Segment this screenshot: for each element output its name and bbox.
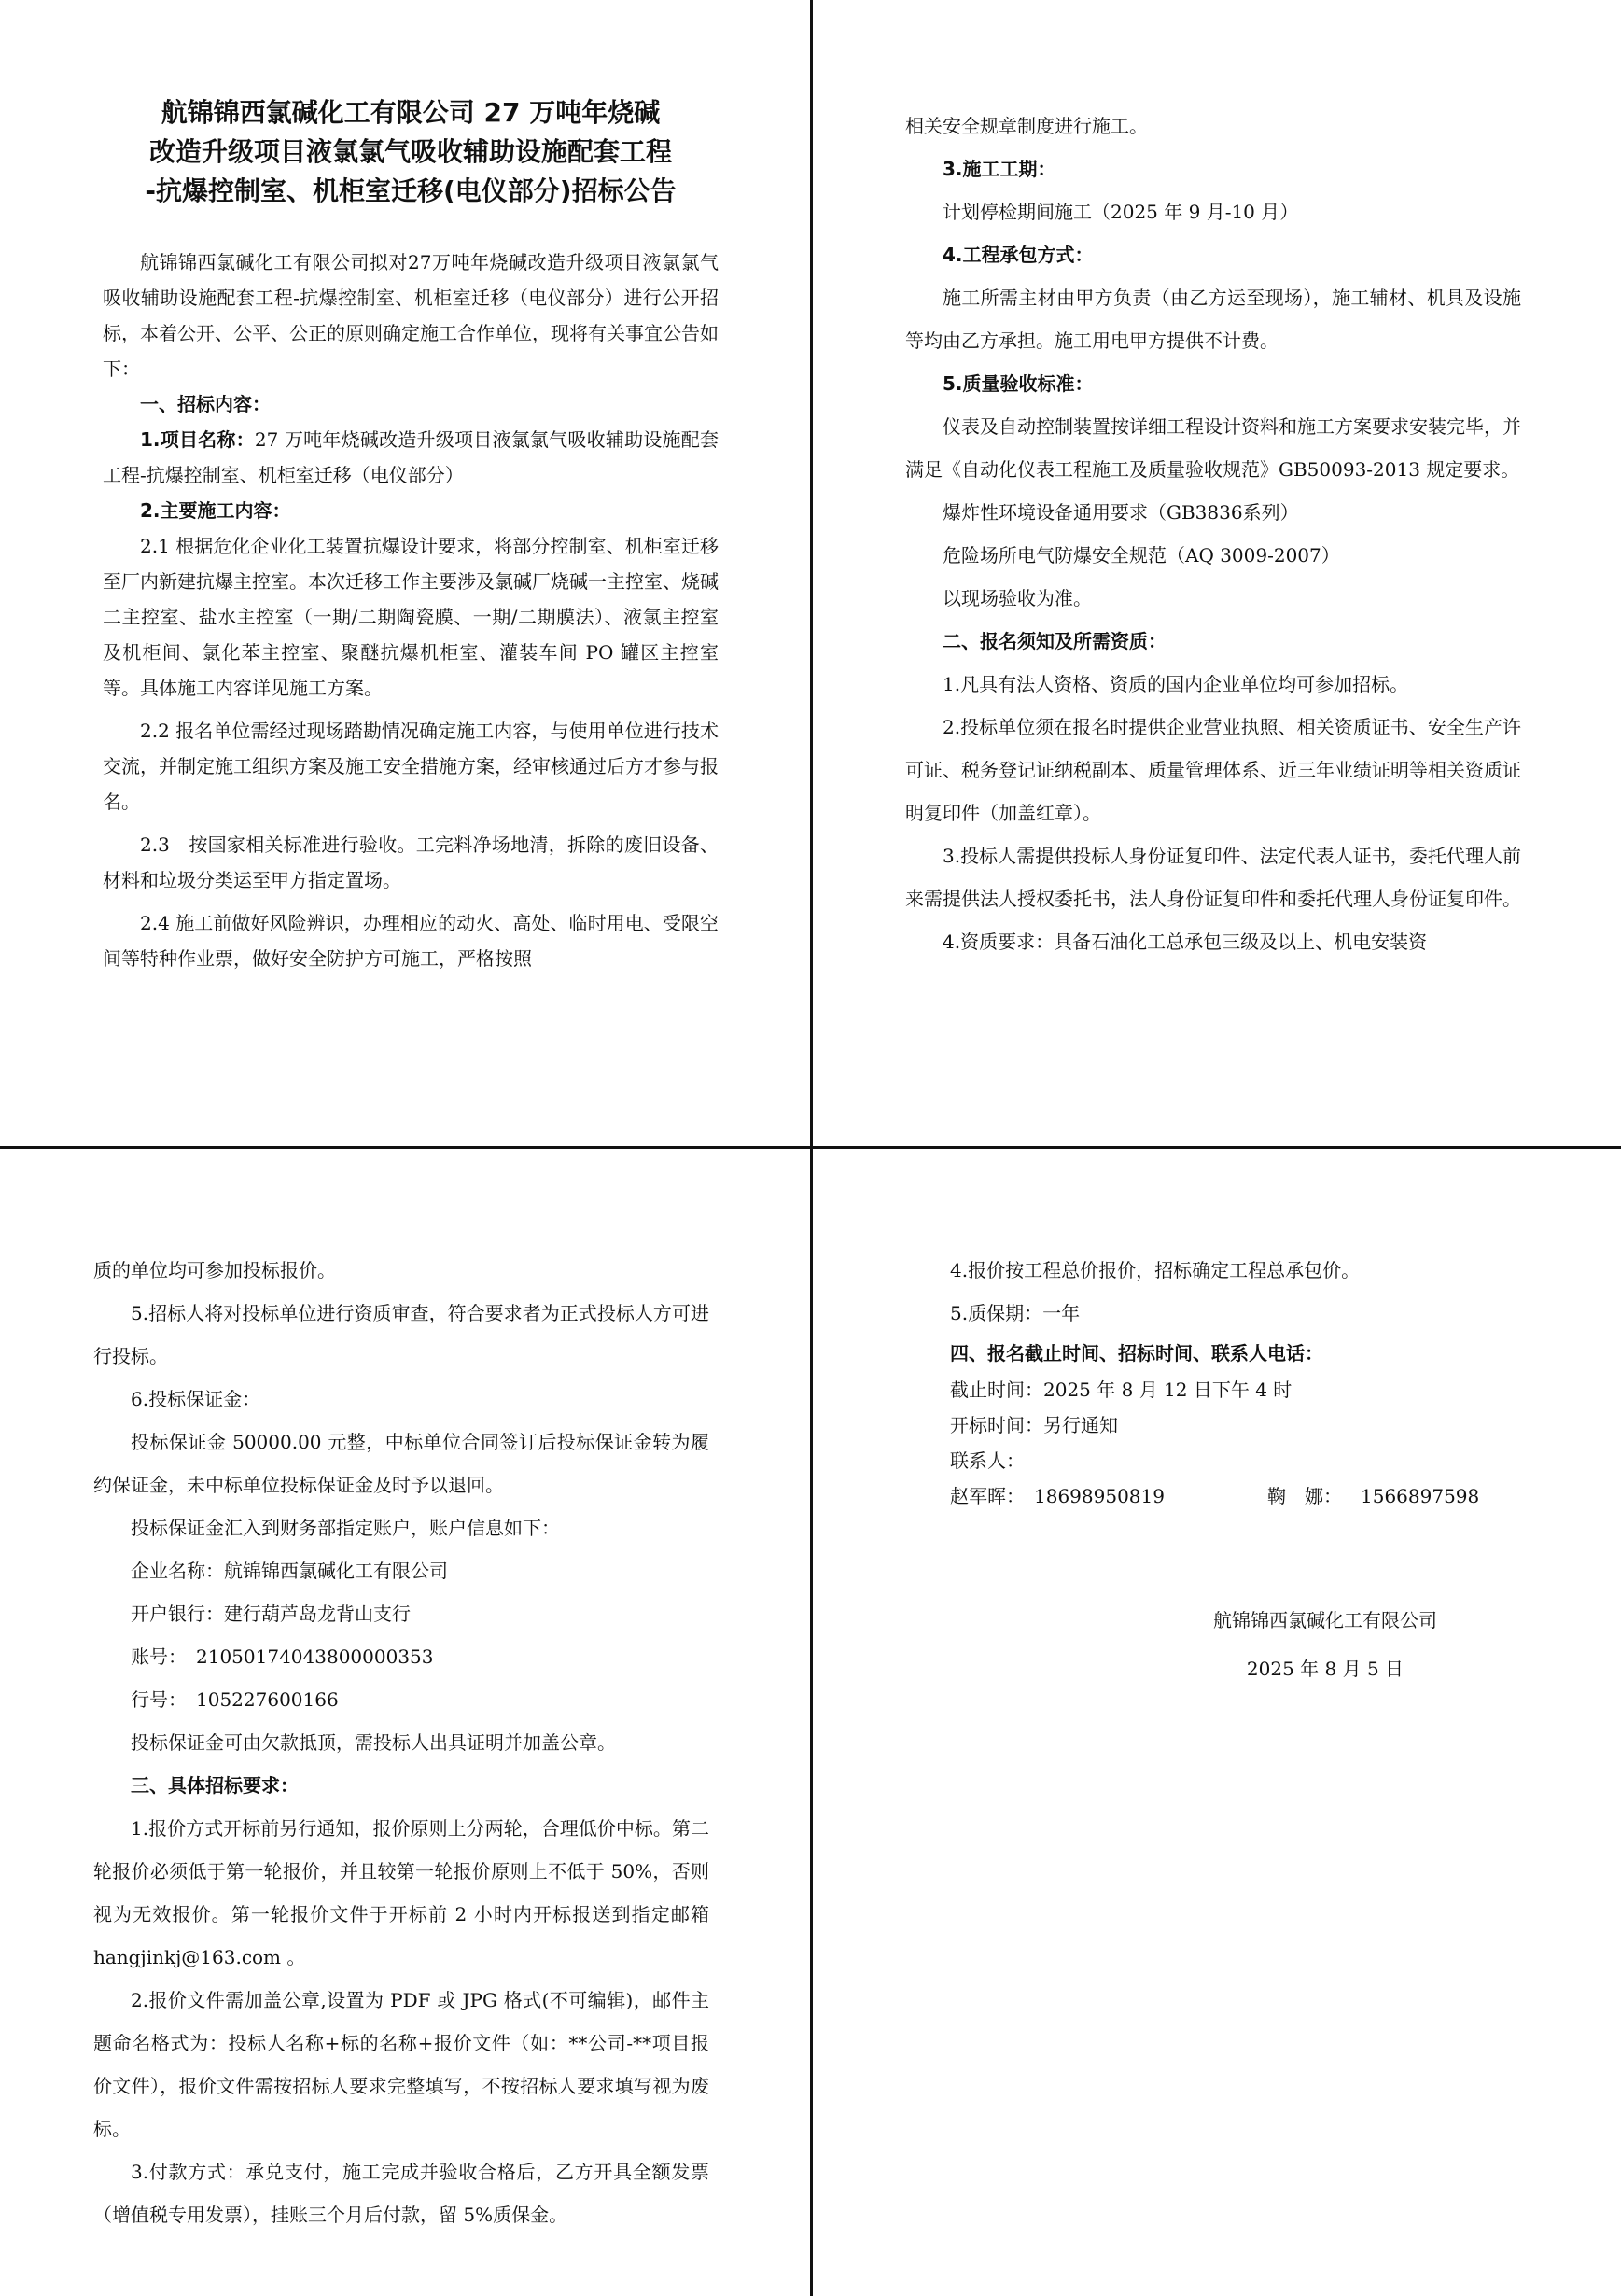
contact-1-phone: 18698950819 xyxy=(1034,1485,1165,1507)
requirement-2: 2.报价文件需加盖公章,设置为 PDF 或 JPG 格式(不可编辑)，邮件主题命名格式为：投标人名称+标的名称+报价文件（如：**公司-**项目报价文件），报价文件需按招标人要求完整填写，不按招标人要求填写视为废标。 xyxy=(93,1989,709,2140)
requirement-4: 4.报价按工程总价报价，招标确定工程总承包价。 xyxy=(950,1259,1361,1281)
item-5-label: 5.质量验收标准： xyxy=(943,372,1094,395)
item-4-text: 施工所需主材由甲方负责（由乙方运至现场），施工辅材、机具及设施等均由乙方承担。施工用电甲方提供不计费。 xyxy=(905,287,1521,352)
bank-name: 开户银行：建行葫芦岛龙背山支行 xyxy=(131,1603,411,1625)
contact-1-name: 赵军晖： xyxy=(950,1485,1025,1507)
standard-3: 以现场验收为准。 xyxy=(943,587,1092,609)
requirement-1: 1.报价方式开标前另行通知，报价原则上分两轮，合理低价中标。第二轮报价必须低于第一轮报价，并且较第一轮报价原则上不低于 50%，否则视为无效报价。第一轮报价文件于开标前 2 小时内开标报送到指定邮箱 hangjinkj@163.com 。 xyxy=(93,1817,709,1968)
signing-date: 2025 年 8 月 5 日 xyxy=(1246,1658,1404,1680)
contact-label: 联系人： xyxy=(950,1449,1025,1472)
paragraph-2-2: 2.2 报名单位需经过现场踏勘情况确定施工内容，与使用单位进行技术交流，并制定施工组织方案及施工安全措施方案，经审核通过后方才参与报名。 xyxy=(103,720,719,813)
page-2 xyxy=(905,105,1521,963)
paragraph-2-1: 2.1 根据危化企业化工装置抗爆设计要求，将部分控制室、机柜室迁移至厂内新建抗爆主控室。本次迁移工作主要涉及氯碱厂烧碱一主控室、烧碱二主控室、盐水主控室（一期/二期陶瓷膜、一期/二期膜法）、液氯主控室及机柜间、氯化苯主控室、聚醚抗爆机柜室、灌装车间 PO 罐区主控室等。具体施工内容详见施工方案。 xyxy=(103,535,719,699)
company-name: 企业名称：航锦锦西氯碱化工有限公司 xyxy=(131,1560,448,1582)
opening-time: 开标时间：另行通知 xyxy=(950,1414,1118,1436)
item-3-label: 3.施工工期： xyxy=(943,158,1056,180)
deposit-note: 投标保证金可由欠款抵顶，需投标人出具证明并加盖公章。 xyxy=(131,1731,616,1754)
paragraph-2-4: 2.4 施工前做好风险辨识，办理相应的动火、高处、临时用电、受限空间等特种作业票，做好安全防护方可施工，严格按照 xyxy=(103,912,719,970)
signature-block xyxy=(1213,1596,1437,1693)
item-4-label: 4.工程承包方式： xyxy=(943,244,1094,266)
item-3-text: 计划停检期间施工（2025 年 9 月-10 月） xyxy=(943,201,1299,223)
qualification-4: 4.资质要求：具备石油化工总承包三级及以上、机电安装资 xyxy=(943,931,1428,953)
account-number: 账号： 21050174043800000353 xyxy=(131,1645,434,1668)
page-1 xyxy=(103,93,719,976)
continuation-text: 质的单位均可参加投标报价。 xyxy=(93,1259,336,1281)
contact-row xyxy=(950,1478,1547,1514)
qualification-6-label: 6.投标保证金： xyxy=(131,1388,261,1410)
account-intro: 投标保证金汇入到财务部指定账户，账户信息如下： xyxy=(131,1517,560,1539)
item-1-label: 1.项目名称： xyxy=(140,428,255,451)
section-4-heading: 四、报名截止时间、招标时间、联系人电话： xyxy=(950,1342,1323,1365)
section-2-heading: 二、报名须知及所需资质： xyxy=(943,630,1167,652)
qualification-3: 3.投标人需提供投标人身份证复印件、法定代表人证书，委托代理人前来需提供法人授权委托书，法人身份证复印件和委托代理人身份证复印件。 xyxy=(905,845,1521,910)
qualification-2: 2.投标单位须在报名时提供企业营业执照、相关资质证书、安全生产许可证、税务登记证纳税副本、质量管理体系、近三年业绩证明等相关资质证明复印件（加盖红章）。 xyxy=(905,716,1521,824)
page-divider-horizontal xyxy=(0,1146,1621,1149)
page-3 xyxy=(93,1249,709,2236)
requirement-3: 3.付款方式：承兑支付，施工完成并验收合格后，乙方开具全额发票（增值税专用发票），挂账三个月后付款，留 5%质保金。 xyxy=(93,2161,709,2226)
contact-2-name: 鞠 娜： xyxy=(1267,1485,1342,1507)
deadline-time: 截止时间：2025 年 8 月 12 日下午 4 时 xyxy=(950,1379,1293,1401)
signing-company: 航锦锦西氯碱化工有限公司 xyxy=(1213,1609,1437,1631)
standard-1: 爆炸性环境设备通用要求（GB3836系列） xyxy=(943,501,1299,524)
qualification-1: 1.凡具有法人资格、资质的国内企业单位均可参加招标。 xyxy=(943,673,1409,695)
section-1-heading: 一、招标内容： xyxy=(140,393,271,415)
deposit-text: 投标保证金 50000.00 元整，中标单位合同签订后投标保证金转为履约保证金，未中标单位投标保证金及时予以退回。 xyxy=(93,1431,709,1496)
title-line: 改造升级项目液氯氯气吸收辅助设施配套工程 xyxy=(148,136,672,167)
section-3-heading: 三、具体招标要求： xyxy=(131,1774,299,1797)
qualification-5: 5.招标人将对投标单位进行资质审查，符合要求者为正式投标人方可进行投标。 xyxy=(93,1302,709,1367)
requirement-5: 5.质保期：一年 xyxy=(950,1302,1081,1324)
bank-number: 行号： 105227600166 xyxy=(131,1688,339,1711)
item-1-text: 27 万吨年烧碱改造升级项目液氯氯气吸收辅助设施配套工程-抗爆控制室、机柜室迁移（电仪部分） xyxy=(103,428,720,486)
paragraph-2-3: 2.3 按国家相关标准进行验收。工完料净场地清，拆除的废旧设备、材料和垃圾分类运至甲方指定置场。 xyxy=(103,833,719,891)
page-4 xyxy=(950,1249,1547,1514)
continuation-text: 相关安全规章制度进行施工。 xyxy=(905,115,1148,137)
standard-2: 危险场所电气防爆安全规范（AQ 3009-2007） xyxy=(943,544,1340,567)
item-1-project-name xyxy=(103,422,719,493)
document-title xyxy=(103,93,719,211)
title-line: 航锦锦西氯碱化工有限公司 27 万吨年烧碱 xyxy=(161,97,661,128)
item-5-text: 仪表及自动控制装置按详细工程设计资料和施工方案要求安装完毕，并满足《自动化仪表工程施工及质量验收规范》GB50093-2013 规定要求。 xyxy=(905,415,1521,481)
contact-2-phone: 1566897598 xyxy=(1361,1485,1480,1507)
intro-paragraph: 航锦锦西氯碱化工有限公司拟对27万吨年烧碱改造升级项目液氯氯气吸收辅助设施配套工程-抗爆控制室、机柜室迁移（电仪部分）进行公开招标，本着公开、公平、公正的原则确定施工合作单位，现将有关事宜公告如下： xyxy=(103,251,719,380)
title-line: -抗爆控制室、机柜室迁移(电仪部分)招标公告 xyxy=(145,175,677,206)
item-2-label: 2.主要施工内容： xyxy=(140,499,291,522)
